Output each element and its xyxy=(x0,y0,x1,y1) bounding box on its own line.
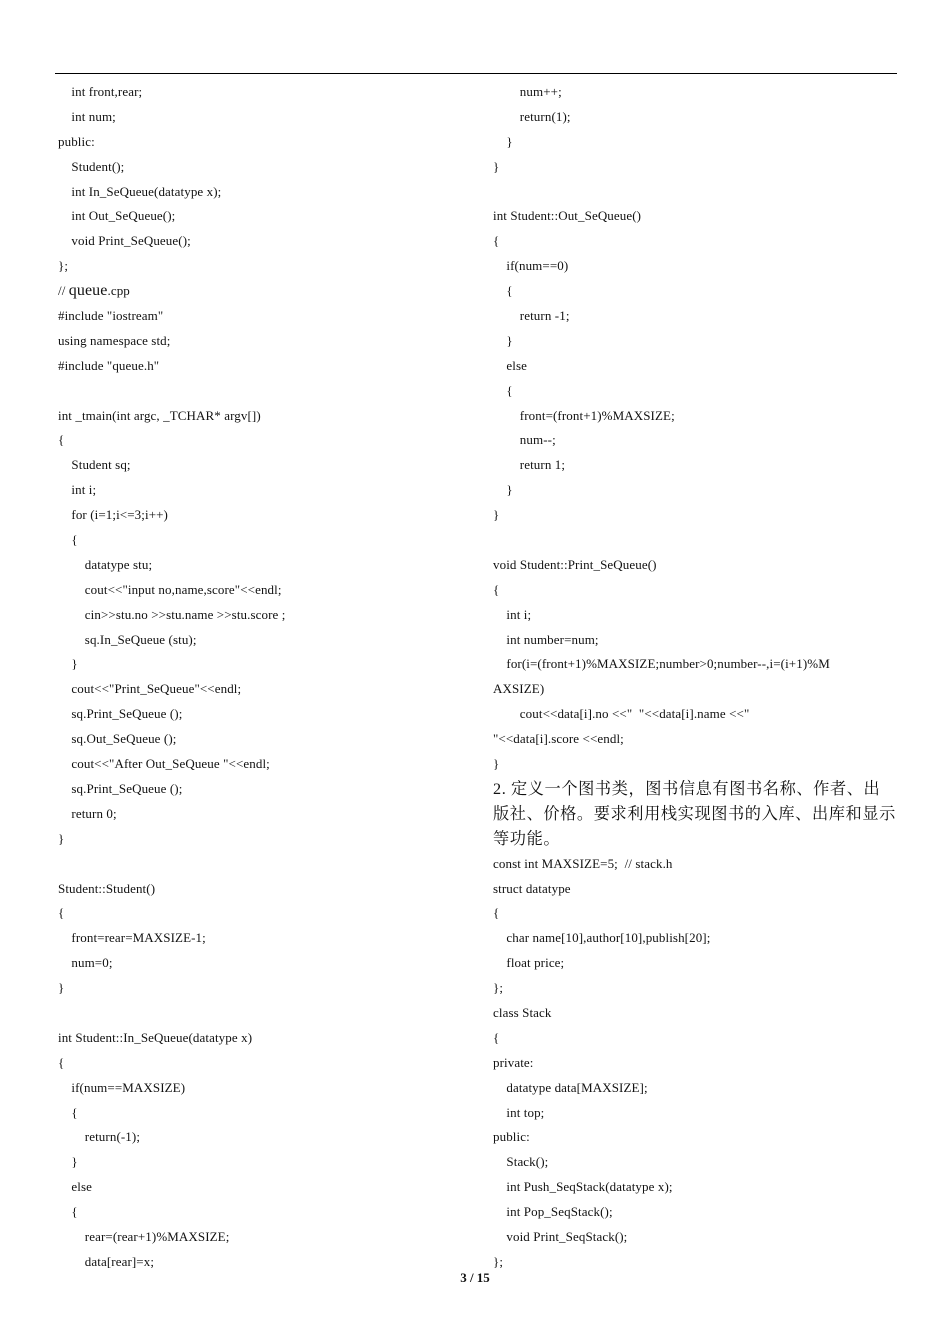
left-column xyxy=(58,80,478,1275)
code-line: data[rear]=x; xyxy=(58,1253,155,1269)
code-line: int Pop_SeqStack(); xyxy=(493,1204,613,1220)
code-line: int front,rear; xyxy=(58,84,143,99)
code-line: datatype data[MAXSIZE]; xyxy=(493,1079,648,1095)
code-line: sq.Print_SeQueue (); xyxy=(58,706,183,722)
code-line: } xyxy=(493,158,500,174)
code-line: }; xyxy=(493,1253,504,1269)
code-line: return(1); xyxy=(493,108,571,124)
code-line: Student sq; xyxy=(58,457,131,473)
code-line xyxy=(493,528,898,553)
code-line: } xyxy=(58,830,65,846)
code-line: "<<data[i].score <<endl; xyxy=(493,731,624,747)
code-line: else xyxy=(493,357,528,373)
code-line xyxy=(58,379,478,404)
code-line: void Student::Print_SeQueue() xyxy=(493,556,657,572)
code-line: if(num==MAXSIZE) xyxy=(58,1079,186,1095)
code-line: { xyxy=(493,1029,500,1045)
code-line: return 1; xyxy=(493,457,566,473)
code-line: sq.In_SeQueue (stu); xyxy=(58,631,197,647)
code-line: const int MAXSIZE=5; // stack.h xyxy=(493,855,673,871)
code-line: { xyxy=(493,905,500,921)
code-line: cin>>stu.no >>stu.name >>stu.score ; xyxy=(58,606,286,622)
code-line: { xyxy=(58,1204,78,1220)
code-line: datatype stu; xyxy=(58,556,153,572)
code-line: cout<<"input no,name,score"<<endl; xyxy=(58,581,282,597)
code-line: { xyxy=(58,532,78,548)
code-line: AXSIZE) xyxy=(493,681,545,697)
code-line: int i; xyxy=(493,606,532,622)
code-line: int i; xyxy=(58,482,97,498)
code-line xyxy=(493,180,898,205)
code-line: num--; xyxy=(493,432,556,448)
code-line: { xyxy=(493,283,513,299)
code-line xyxy=(58,852,478,877)
right-column xyxy=(493,80,898,1275)
code-line: #include "iostream" xyxy=(58,308,164,324)
code-line: sq.Print_SeQueue (); xyxy=(58,780,183,796)
code-line: } xyxy=(493,507,500,523)
code-line: cout<<"Print_SeQueue"<<endl; xyxy=(58,681,242,697)
code-line: num=0; xyxy=(58,955,113,971)
code-line: class Stack xyxy=(493,1004,552,1020)
page-number: 3 / 15 xyxy=(460,1270,490,1285)
header-rule xyxy=(55,73,897,74)
code-line: { xyxy=(58,1054,65,1070)
code-line: } xyxy=(58,656,78,672)
code-line: public: xyxy=(493,1129,530,1145)
code-line: for (i=1;i<=3;i++) xyxy=(58,507,168,523)
code-line: char name[10],author[10],publish[20]; xyxy=(493,930,711,946)
code-line: cout<<"After Out_SeQueue "<<endl; xyxy=(58,756,270,772)
code-line: Student(); xyxy=(58,158,125,174)
file-comment-line xyxy=(58,279,478,304)
code-line: int num; xyxy=(58,108,116,124)
code-line: } xyxy=(493,133,513,149)
code-line: } xyxy=(493,332,513,348)
code-line: int Push_SeqStack(datatype x); xyxy=(493,1179,673,1195)
code-line: int Out_SeQueue(); xyxy=(58,208,176,224)
code-line: front=rear=MAXSIZE-1; xyxy=(58,930,206,946)
code-line: float price; xyxy=(493,955,565,971)
code-line: for(i=(front+1)%MAXSIZE;number>0;number--,i=(i+1)%M xyxy=(493,656,830,672)
code-line: num++; xyxy=(493,84,562,99)
code-line: if(num==0) xyxy=(493,258,569,274)
code-line: Stack(); xyxy=(493,1154,549,1170)
code-line xyxy=(58,1001,478,1026)
code-line: int Student::Out_SeQueue() xyxy=(493,208,642,224)
code-line: }; xyxy=(493,980,504,996)
code-line: #include "queue.h" xyxy=(58,357,160,373)
code-line: { xyxy=(493,581,500,597)
code-line: { xyxy=(493,382,513,398)
code-line: sq.Out_SeQueue (); xyxy=(58,731,177,747)
code-line: { xyxy=(493,233,500,249)
code-line: rear=(rear+1)%MAXSIZE; xyxy=(58,1228,230,1244)
code-line: cout<<data[i].no <<" "<<data[i].name <<" xyxy=(493,706,750,722)
code-line: front=(front+1)%MAXSIZE; xyxy=(493,407,675,423)
code-line: Student::Student() xyxy=(58,880,156,896)
code-line: return(-1); xyxy=(58,1129,141,1145)
exercise-text: 等功能。 xyxy=(493,829,561,848)
code-line: int In_SeQueue(datatype x); xyxy=(58,183,222,199)
code-line: { xyxy=(58,1104,78,1120)
comment-prefix: // xyxy=(58,283,69,299)
code-line: using namespace std; xyxy=(58,332,171,348)
code-line: void Print_SeqStack(); xyxy=(493,1228,628,1244)
code-line: public: xyxy=(58,133,95,149)
code-line: { xyxy=(58,432,65,448)
code-line: private: xyxy=(493,1054,534,1070)
code-line: struct datatype xyxy=(493,880,571,896)
exercise-text: 版社、价格。要求利用栈实现图书的入库、出库和显示 xyxy=(493,804,896,823)
code-line: else xyxy=(58,1179,93,1195)
code-line: int number=num; xyxy=(493,631,599,647)
code-line: } xyxy=(58,980,65,996)
code-line: int Student::In_SeQueue(datatype x) xyxy=(58,1029,253,1045)
code-line: { xyxy=(58,905,65,921)
comment-word: queue xyxy=(68,282,108,300)
code-line: } xyxy=(493,482,513,498)
code-line: } xyxy=(493,756,500,772)
code-line: void Print_SeQueue(); xyxy=(58,233,191,249)
code-line: } xyxy=(58,1154,78,1170)
comment-suffix: .cpp xyxy=(107,283,130,299)
code-line: return 0; xyxy=(58,805,117,821)
exercise-text: 2. 定义一个图书类，图书信息有图书名称、作者、出 xyxy=(493,779,881,798)
code-line: }; xyxy=(58,258,69,274)
code-line: int _tmain(int argc, _TCHAR* argv[]) xyxy=(58,407,261,423)
code-line: return -1; xyxy=(493,308,570,324)
code-line: int top; xyxy=(493,1104,545,1120)
